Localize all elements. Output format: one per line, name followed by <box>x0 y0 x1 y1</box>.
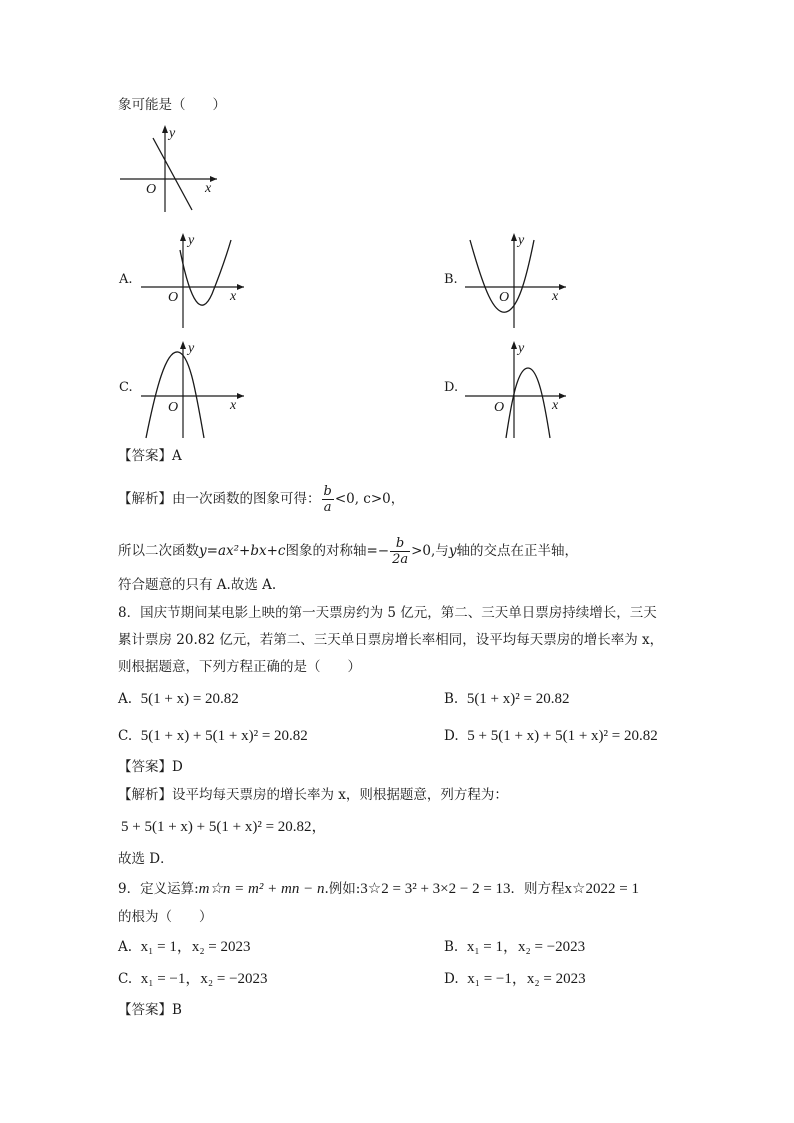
q8-stem-line1: 8．国庆节期间某电影上映的第一天票房约为 5 亿元，第二、三天单日票房持续增长，三天 <box>118 605 657 621</box>
q7-option-d-label: D. <box>444 380 459 395</box>
q8-option-d: D. 5 + 5(1 + x) + 5(1 + x)² = 20.82 <box>444 728 658 744</box>
q8-option-a: A. 5(1 + x) = 20.82 <box>118 691 239 707</box>
q7-stem-tail: 象可能是（ ） <box>118 97 226 113</box>
axis-y-label: y <box>169 126 176 141</box>
q7-graph-c <box>138 338 250 442</box>
q7-option-a-label: A. <box>119 272 133 287</box>
origin-label: O <box>494 400 505 415</box>
q7-line-graph <box>115 122 225 214</box>
q7-graph-b <box>462 230 574 330</box>
q9-option-c: C. x₁ = −1，x₂ = −2023 <box>118 971 268 987</box>
q7-graph-d <box>462 338 574 442</box>
q8-analysis-equation: 5 + 5(1 + x) + 5(1 + x)² = 20.82， <box>121 819 327 835</box>
axis-x-label: x <box>230 289 237 304</box>
axis-x-label: x <box>205 181 212 196</box>
origin-label: O <box>146 182 157 197</box>
q7-answer: 【答案】A <box>118 448 182 464</box>
q8-analysis: 【解析】设平均每天票房的增长率为 x，则根据题意，列方程为： <box>118 787 508 803</box>
q9-stem-line1: 9．定义运算:m☆n = m² + mn − n.例如:3☆2 = 3² + 3×2 − 2 = 13．则方程x☆2022 = 1 <box>118 881 639 897</box>
q8-conclusion: 故选 D． <box>118 851 174 867</box>
q7-option-b-label: B. <box>444 272 458 287</box>
q8-answer: 【答案】D <box>118 759 183 775</box>
fraction-b-over-a: $\frac{b}{a}$ <box>323 484 332 515</box>
axis-x-label: x <box>230 398 237 413</box>
q8-stem-line2: 累计票房 20.82 亿元，若第二、三天单日票房增长率相同，设平均每天票房的增长率为 x， <box>118 632 664 648</box>
axis-y-label: y <box>518 341 525 356</box>
q9-option-b: B. x₁ = 1，x₂ = −2023 <box>444 939 586 955</box>
q7-graph-a <box>138 230 250 330</box>
q9-option-a: A. x₁ = 1，x₂ = 2023 <box>118 939 251 955</box>
origin-label: O <box>499 290 510 305</box>
q7-analysis-line1: 【解析】由一次函数的图象可得： $\frac{b}{a}$ <0, c>0， <box>118 484 405 515</box>
q7-analysis-line3: 符合题意的只有 A.故选 A. <box>118 577 277 593</box>
q8-option-b: B. 5(1 + x)² = 20.82 <box>444 691 570 707</box>
q9-stem-line2: 的根为（ ） <box>118 909 213 925</box>
axis-x-label: x <box>552 398 559 413</box>
q7-analysis-line2: 所以二次函数y=ax²+bx+c图象的对称轴=− $\frac{b}{2a}$ >0,与y轴的交点在正半轴， <box>118 536 578 567</box>
axis-x-label: x <box>552 289 559 304</box>
axis-y-label: y <box>518 233 525 248</box>
fraction-b-over-2a: $\frac{b}{2a}$ <box>392 536 409 567</box>
q7-option-c-label: C. <box>119 380 133 395</box>
q8-stem-line3: 则根据题意，下列方程正确的是（ ） <box>118 659 361 675</box>
q9-option-d: D. x₁ = −1，x₂ = 2023 <box>444 971 586 987</box>
origin-label: O <box>168 290 179 305</box>
axis-y-label: y <box>188 233 195 248</box>
q8-option-c: C. 5(1 + x) + 5(1 + x)² = 20.82 <box>118 728 308 744</box>
q9-answer: 【答案】B <box>118 1002 182 1018</box>
origin-label: O <box>168 400 179 415</box>
axis-y-label: y <box>188 341 195 356</box>
